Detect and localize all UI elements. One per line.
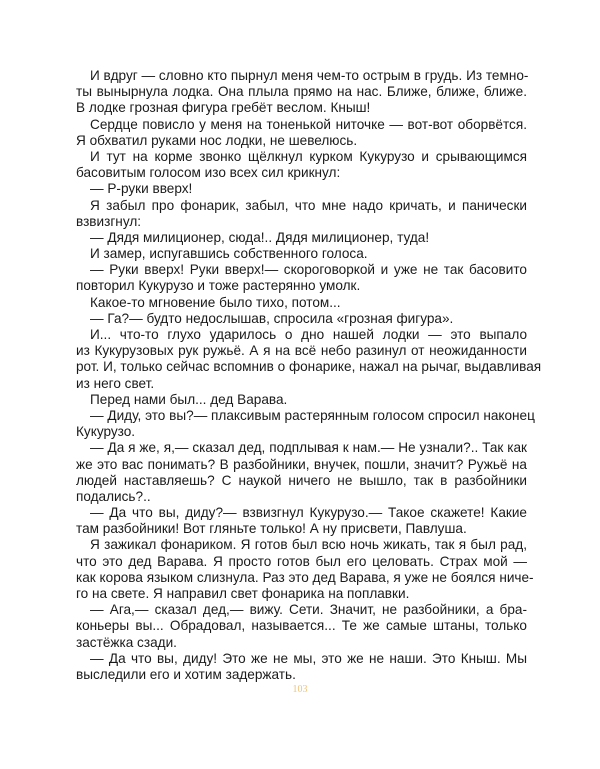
text-line: И... что-то глухо ударилось о дно нашей лодки — это выпало bbox=[90, 327, 527, 342]
text-line: людей наставляешь? С наукой ничего не вышло, так в разбойники bbox=[76, 472, 527, 488]
text-line: И тут на корме звонко щёлкнул курком Кукурузо и срывающимся bbox=[90, 148, 527, 164]
text-line: — Р-руки вверх! bbox=[90, 181, 193, 197]
text-line: как корова языком слизнула. Раз это дед Варава, я уже не боялся ниче- bbox=[76, 569, 534, 585]
text-line: Перед нами был... дед Варава. bbox=[90, 391, 288, 407]
paragraph bbox=[76, 392, 527, 408]
text-line: — Да что вы, диду! Это же не мы, это же не наши. Это Кныш. Мы bbox=[90, 650, 527, 666]
paragraph bbox=[76, 327, 542, 392]
paragraph bbox=[76, 198, 527, 230]
text-line: Сердце повисло у меня на тоненькой ниточке — вот-вот оборвётся. bbox=[90, 116, 527, 132]
paragraph bbox=[76, 117, 527, 149]
text-line: басовитым голосом изо всех сил крикнул: bbox=[76, 165, 341, 181]
text-line: Какое-то мгновение было тихо, потом... bbox=[90, 294, 341, 310]
paragraph bbox=[76, 651, 527, 683]
text-line: — Руки вверх! Руки вверх!— скороговоркой и уже не так басовито bbox=[90, 262, 527, 278]
text-line: рот. И, только сейчас вспомнив о фонарике, нажал на рычаг, выдавливая bbox=[76, 359, 542, 375]
text-line: выследили его и хотим задержать. bbox=[76, 666, 296, 682]
text-line: го на свете. Я направил свет фонарика на поплавки. bbox=[76, 586, 410, 601]
text-line: — Га?— будто недослышав, спросила «грозная фигура». bbox=[90, 310, 454, 326]
paragraph bbox=[76, 68, 527, 117]
text-line: — Да я же, я,— сказал дед, подплывая к нам.— Не узнали?.. Так как bbox=[90, 440, 527, 456]
text-line: застёжка сзади. bbox=[76, 634, 177, 650]
text-line: же это вас понимать? В разбойники, внучек, пошли, значит? Ружьё на bbox=[76, 456, 527, 472]
text-line: — Дядя милиционер, сюда!.. Дядя милиционер, туда! bbox=[90, 229, 430, 245]
paragraph bbox=[76, 230, 527, 246]
text-line: взвизгнул: bbox=[76, 213, 142, 229]
paragraph bbox=[76, 311, 527, 327]
paragraph bbox=[76, 505, 527, 537]
paragraph bbox=[76, 537, 534, 602]
text-line: там разбойники! Вот гляньте только! А ну присвети, Павлуша. bbox=[76, 521, 467, 537]
text-line: Я забыл про фонарик, забыл, что мне надо кричать, и панически bbox=[90, 197, 527, 213]
text-line: ты вынырнула лодка. Она плыла прямо на нас. Ближе, ближе, ближе. bbox=[76, 84, 527, 100]
paragraph bbox=[76, 246, 527, 262]
text-line: — Ага,— сказал дед,— вижу. Сети. Значит, не разбойники, а бра- bbox=[90, 602, 527, 618]
page-body bbox=[76, 68, 542, 683]
paragraph bbox=[76, 262, 527, 294]
text-line: Кукурузо. bbox=[76, 424, 136, 440]
text-line: Я зажикал фонариком. Я готов был всю ночь жикать, так я был рад, bbox=[90, 537, 527, 553]
text-line: из Кукурузовых рук ружьё. А я на всё небо разинул от неожиданности bbox=[76, 343, 527, 359]
text-line: И замер, испугавшись собственного голоса. bbox=[90, 246, 368, 262]
paragraph bbox=[76, 602, 527, 651]
text-line: В лодке грозная фигура гребёт веслом. Кныш! bbox=[76, 100, 371, 116]
paragraph bbox=[76, 181, 527, 197]
text-line: повторил Кукурузо и тоже растерянно умолк. bbox=[76, 278, 361, 294]
paragraph bbox=[76, 295, 527, 311]
text-line: Я обхватил руками нос лодки, не шевелюсь. bbox=[76, 132, 358, 148]
text-line: И вдруг — словно кто пырнул меня чем-то острым в грудь. Из темно- bbox=[90, 68, 529, 83]
text-line: — Диду, это вы?— плаксивым растерянным голосом спросил наконец bbox=[90, 407, 535, 423]
text-line: что это дед Варава. Я просто готов был его целовать. Страх мой — bbox=[76, 553, 527, 569]
paragraph bbox=[76, 407, 535, 440]
page-number: 103 bbox=[292, 684, 308, 695]
text-line: коньеры вы... Обрадовал, называется... Те же самые штаны, только bbox=[76, 618, 527, 634]
paragraph bbox=[76, 440, 527, 505]
text-line: — Да что вы, диду?— взвизгнул Кукурузо.— Такое скажете! Какие bbox=[90, 505, 527, 521]
text-line: подались?.. bbox=[76, 488, 151, 504]
text-line: из него свет. bbox=[76, 375, 155, 391]
paragraph bbox=[76, 149, 527, 181]
